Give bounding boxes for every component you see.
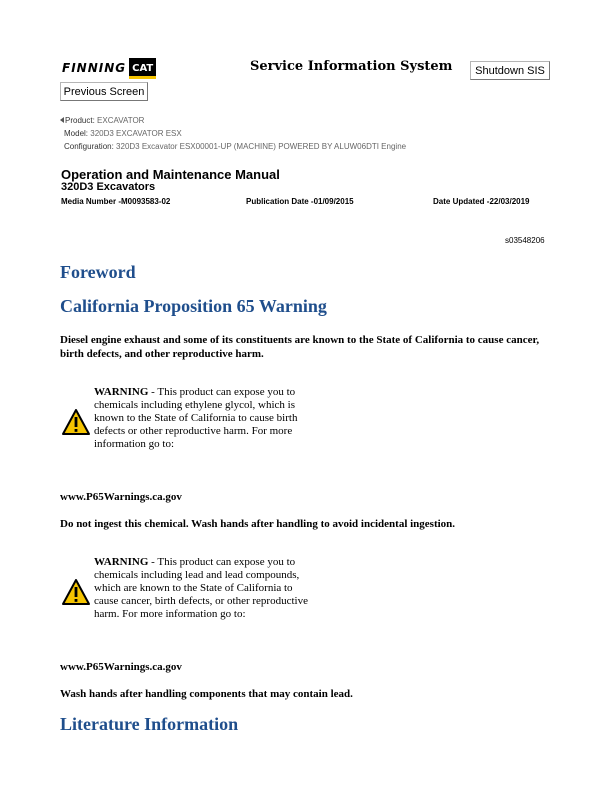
manual-subtitle: 320D3 Excavators <box>61 181 156 193</box>
model-value: 320D3 EXCAVATOR ESX <box>90 129 182 138</box>
configuration-value: 320D3 Excavator ESX00001-UP (MACHINE) POWERED BY ALUW06DTI Engine <box>116 142 407 151</box>
lead-paragraph: Wash hands after handling components that may contain lead. <box>60 688 353 700</box>
media-number: Media Number -M0093583-02 <box>61 197 171 206</box>
heading-prop65: California Proposition 65 Warning <box>60 296 327 316</box>
product-value: EXCAVATOR <box>97 116 145 125</box>
shutdown-sis-button[interactable]: Shutdown SIS <box>470 61 550 80</box>
warning-text-1 <box>94 386 309 451</box>
product-label: Product: <box>65 116 95 125</box>
left-arrow-icon[interactable] <box>60 117 64 123</box>
date-updated: Date Updated -22/03/2019 <box>433 197 530 206</box>
document-id: s03548206 <box>505 236 545 245</box>
previous-screen-button[interactable]: Previous Screen <box>60 82 148 101</box>
warning-body-2: - This product can expose you to chemicals including lead and lead compounds, which are known to the State of California to cause cancer, birth defects, or other reproductive harm. For more information go to: <box>94 556 308 620</box>
warning-text-2 <box>94 556 309 621</box>
warning-triangle-icon <box>61 408 91 436</box>
logo-text: FINNING <box>62 61 127 75</box>
p65-link-1[interactable]: www.P65Warnings.ca.gov <box>60 491 182 503</box>
warning-label-1: WARNING <box>94 386 149 398</box>
cat-logo-badge: CAT <box>129 58 156 79</box>
warning-body-1: - This product can expose you to chemicals including ethylene glycol, which is known to the State of California to cause birth defects or other reproductive harm. For more information go to: <box>94 386 298 450</box>
breadcrumb-product <box>60 115 144 126</box>
breadcrumb-configuration <box>64 141 406 152</box>
breadcrumb-model <box>64 128 182 139</box>
model-label: Model: <box>64 129 89 138</box>
heading-foreword: Foreword <box>60 262 136 282</box>
p65-link-2[interactable]: www.P65Warnings.ca.gov <box>60 661 182 673</box>
configuration-label: Configuration: <box>64 142 114 151</box>
warning-triangle-icon <box>61 578 91 606</box>
finning-cat-logo <box>62 58 158 79</box>
page-title: Service Information System <box>250 59 453 74</box>
warning-label-2: WARNING <box>94 556 149 568</box>
publication-date: Publication Date -01/09/2015 <box>246 197 354 206</box>
ingest-paragraph: Do not ingest this chemical. Wash hands after handling to avoid incidental ingestion. <box>60 518 456 530</box>
manual-title: Operation and Maintenance Manual <box>61 167 280 182</box>
heading-literature: Literature Information <box>60 714 239 734</box>
intro-paragraph: Diesel engine exhaust and some of its constituents are known to the State of California to cause cancer, birth defects, and other reproductive harm. <box>60 334 540 360</box>
